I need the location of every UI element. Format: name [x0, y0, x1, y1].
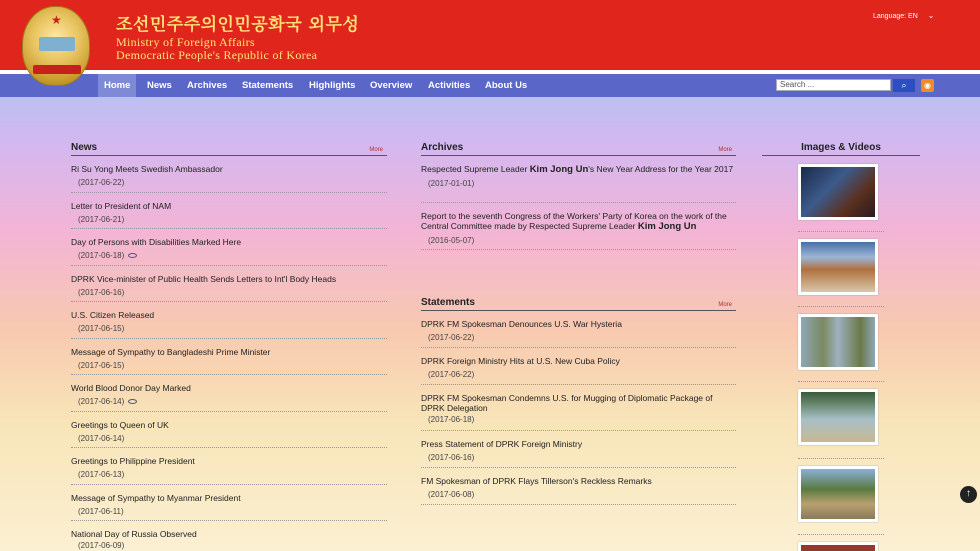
statement-item[interactable] [421, 348, 736, 385]
archive-item-date: (2017-01-01) [428, 179, 475, 188]
site-title-korean[interactable]: 조선민주주의인민공화국 외무성 [116, 15, 360, 35]
news-item-title[interactable]: World Blood Donor Day Marked [71, 383, 191, 393]
media-section [762, 142, 920, 551]
media-thumbnail[interactable] [798, 164, 878, 220]
site-title-english[interactable]: Ministry of Foreign Affairs [116, 35, 255, 49]
news-more-link[interactable]: More [369, 147, 383, 153]
media-divider [798, 534, 884, 535]
statements-title: Statements [421, 297, 475, 308]
statements-section [421, 297, 736, 505]
nav-news[interactable]: News [147, 80, 172, 91]
nav-highlights[interactable]: Highlights [309, 80, 356, 91]
emblem-ribbon [33, 65, 81, 74]
news-item[interactable] [71, 156, 387, 193]
media-divider [798, 381, 884, 382]
news-item-title[interactable]: U.S. Citizen Released [71, 310, 155, 320]
news-item[interactable] [71, 412, 387, 449]
news-item[interactable] [71, 193, 387, 230]
media-divider [798, 231, 884, 232]
news-header [71, 142, 387, 156]
photo-icon [128, 253, 137, 258]
nav-archives[interactable]: Archives [187, 80, 228, 91]
rss-feed-icon[interactable]: ◉ [921, 79, 934, 92]
news-item-title[interactable]: Greetings to Philippine President [71, 456, 195, 466]
chevron-down-icon: ⌄ [927, 11, 935, 20]
statements-more-link[interactable]: More [718, 302, 732, 308]
star-icon: ★ [51, 13, 62, 27]
statement-item-title[interactable]: Press Statement of DPRK Foreign Ministry [421, 439, 583, 449]
media-thumbnail[interactable] [798, 466, 878, 522]
statement-item-title[interactable]: DPRK FM Spokesman Condemns U.S. for Mugging of Diplomatic Package of DPRK Delegation [421, 393, 713, 413]
news-item-date-text: (2017-06-14) [78, 397, 125, 406]
archive-item-title[interactable] [421, 164, 736, 175]
archive-item-date: (2016-05-07) [428, 236, 475, 245]
media-thumbnail[interactable] [798, 314, 878, 370]
statement-item-title[interactable]: DPRK FM Spokesman Denounces U.S. War Hysteria [421, 319, 622, 329]
news-item-date-text: (2017-06-18) [78, 251, 125, 260]
statements-header [421, 297, 736, 311]
news-item-date: (2017-06-13) [78, 470, 125, 479]
media-thumbnail[interactable] [798, 542, 878, 551]
archive-title-text: Report to the seventh Congress of the Workers' Party of Korea on the work of the Central Committee made by Respected Supreme Leader [421, 211, 727, 231]
statement-item-date: (2017-06-18) [428, 415, 475, 424]
news-item[interactable] [71, 375, 387, 412]
search-input[interactable]: Search ... [776, 79, 891, 91]
news-item-title[interactable]: DPRK Vice-minister of Public Health Sends Letters to Int'l Body Heads [71, 273, 337, 284]
media-thumbnail[interactable] [798, 389, 878, 445]
news-item-date [71, 251, 387, 261]
leader-name: Kim Jong Un [529, 164, 589, 175]
statement-item[interactable] [421, 431, 736, 468]
archives-more-link[interactable]: More [718, 147, 732, 153]
emblem-dam-shape [39, 37, 75, 51]
media-thumbnail[interactable] [798, 239, 878, 295]
nav-activities[interactable]: Activities [428, 80, 471, 91]
nav-overview[interactable]: Overview [370, 80, 413, 91]
language-selector[interactable] [873, 11, 934, 20]
media-header [762, 142, 920, 156]
news-item-title[interactable]: Letter to President of NAM [71, 200, 172, 211]
scroll-to-top-button[interactable] [960, 486, 977, 503]
nav-statements[interactable]: Statements [242, 80, 294, 91]
news-item-title[interactable]: Message of Sympathy to Bangladeshi Prime Minister [71, 346, 271, 357]
media-divider [798, 458, 884, 459]
site-subtitle-english[interactable]: Democratic People's Republic of Korea [116, 48, 318, 62]
search-icon: ⌕ [901, 80, 907, 90]
news-item-date: (2017-06-14) [78, 433, 125, 443]
media-title: Images & Videos [801, 142, 881, 153]
arrow-up-icon: ↑ [966, 488, 971, 499]
statement-item-title[interactable]: FM Spokesman of DPRK Flays Tillerson's Reckless Remarks [421, 476, 652, 486]
photo-icon [128, 399, 137, 404]
news-item-date: (2017-06-22) [78, 178, 125, 187]
news-item-date: (2017-06-15) [78, 360, 125, 370]
search-button[interactable] [893, 79, 915, 92]
news-title: News [71, 142, 98, 153]
archives-header [421, 142, 736, 156]
news-item-title[interactable]: Ri Su Yong Meets Swedish Ambassador [71, 164, 223, 174]
statement-item-date: (2017-06-22) [428, 333, 475, 342]
national-emblem-logo[interactable] [22, 6, 90, 86]
archive-item-title[interactable] [421, 211, 736, 232]
news-item[interactable] [71, 266, 387, 303]
leader-name: Kim Jong Un [637, 221, 697, 232]
archives-title: Archives [421, 142, 464, 153]
archive-title-text-end: 's New Year Address for the Year 2017 [588, 164, 734, 174]
news-item-date: (2017-06-11) [78, 506, 124, 516]
statement-item[interactable] [421, 385, 736, 431]
news-item[interactable] [71, 302, 387, 339]
main-nav [0, 74, 980, 97]
news-item-date [71, 397, 387, 407]
news-item-date: (2017-06-21) [78, 214, 125, 224]
news-item[interactable] [71, 448, 387, 485]
news-item[interactable] [71, 485, 387, 522]
news-item-title[interactable]: Message of Sympathy to Myanmar President [71, 492, 241, 503]
statement-item-date: (2017-06-16) [428, 453, 475, 462]
news-item-title[interactable]: National Day of Russia Observed [71, 529, 197, 539]
news-item[interactable] [71, 229, 387, 266]
news-item-date: (2017-06-15) [78, 324, 125, 333]
statement-item[interactable] [421, 468, 736, 505]
news-section [71, 142, 387, 551]
news-item-date: (2017-06-16) [78, 287, 125, 297]
archive-item[interactable] [421, 203, 736, 250]
news-item-date: (2017-06-09) [78, 541, 125, 550]
archives-section [421, 142, 736, 250]
media-divider [798, 306, 884, 307]
statement-item-date: (2017-06-22) [428, 370, 475, 379]
statement-item-title[interactable]: DPRK Foreign Ministry Hits at U.S. New Cuba Policy [421, 356, 620, 366]
archive-item[interactable] [421, 156, 736, 203]
language-label: Language: EN [873, 13, 918, 20]
statement-item-date: (2017-06-08) [428, 490, 475, 499]
news-item-title[interactable]: Greetings to Queen of UK [71, 419, 169, 430]
news-item[interactable] [71, 339, 387, 376]
news-item-title[interactable]: Day of Persons with Disabilities Marked Here [71, 237, 242, 247]
archive-title-text: Respected Supreme Leader [421, 164, 530, 174]
news-item[interactable] [71, 521, 387, 551]
nav-about-us[interactable]: About Us [485, 80, 528, 91]
statement-item[interactable] [421, 311, 736, 348]
nav-home[interactable]: Home [98, 74, 136, 97]
